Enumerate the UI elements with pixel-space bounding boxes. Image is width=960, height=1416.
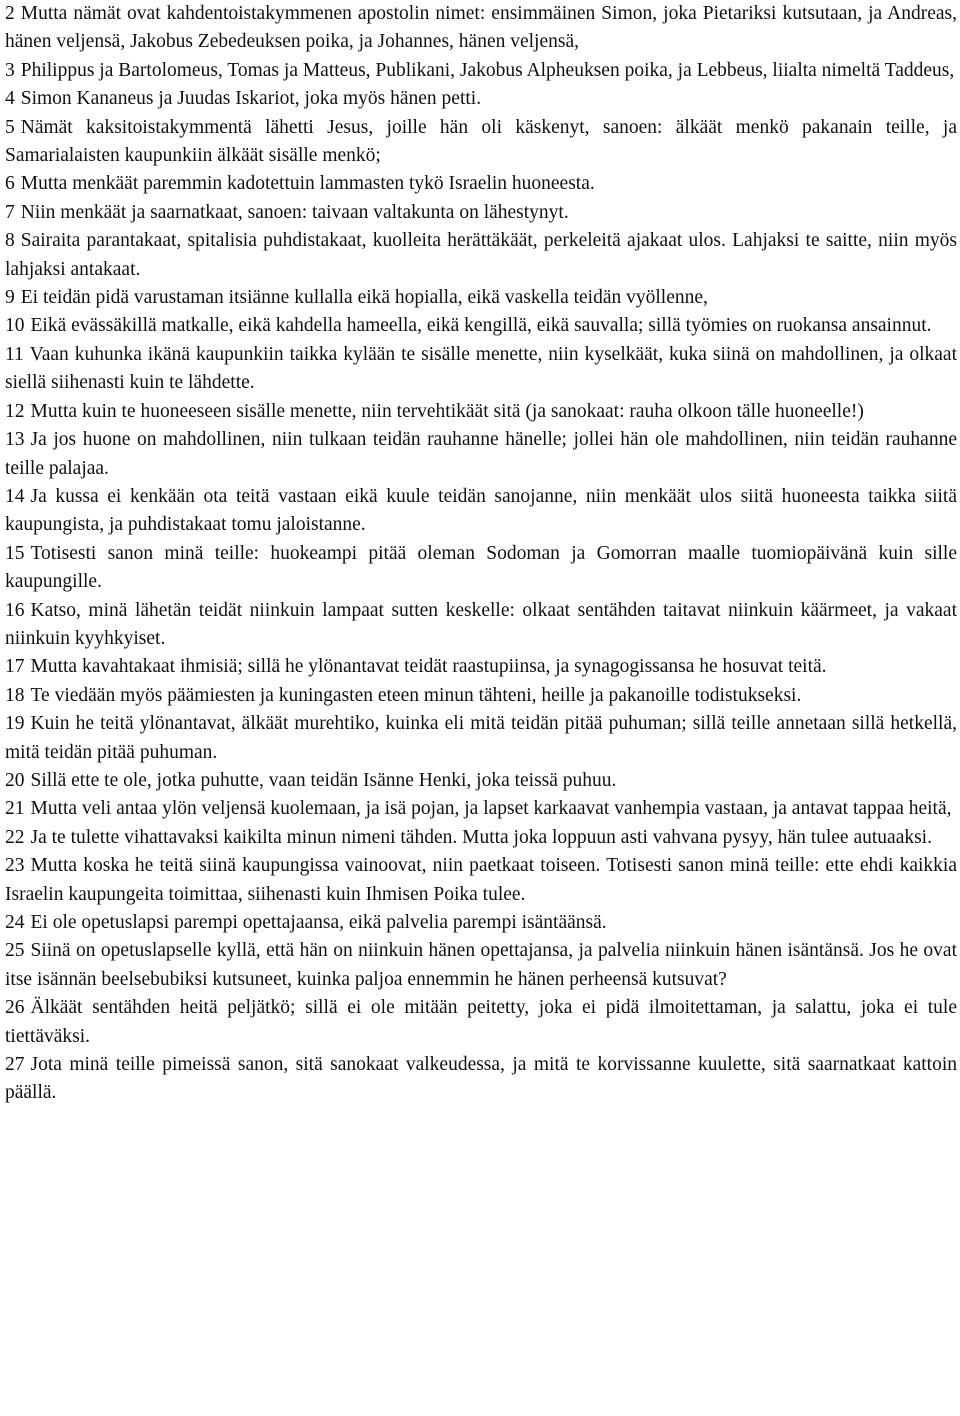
verse-20 bbox=[5, 767, 957, 795]
verse-23 bbox=[5, 852, 957, 909]
verse-7 bbox=[5, 199, 957, 227]
verse-text: Ja te tulette vihattavaksi kaikilta minun nimeni tähden. Mutta joka loppuun asti vahvana pysyy, hän tulee autuaaksi. bbox=[30, 826, 932, 848]
verse-22 bbox=[5, 824, 957, 852]
verse-number: 21 bbox=[5, 798, 25, 820]
verse-6 bbox=[5, 170, 957, 198]
verse-text: Mutta nämät ovat kahdentoistakymmenen apostolin nimet: ensimmäinen Simon, joka Pietariksi kutsutaan, ja Andreas, hänen veljensä, Jakobus Zebedeuksen poika, ja Johannes, hänen veljensä, bbox=[5, 3, 957, 53]
verse-9 bbox=[5, 284, 957, 312]
verse-text: Jota minä teille pimeissä sanon, sitä sanokaat valkeudessa, ja mitä te korvissanne kuulette, sitä saarnatkaat kattoin päällä. bbox=[5, 1054, 957, 1104]
verse-3 bbox=[5, 57, 957, 85]
verse-text: Te viedään myös päämiesten ja kuningasten eteen minun tähteni, heille ja pakanoille todistukseksi. bbox=[30, 684, 802, 706]
verse-number: 27 bbox=[5, 1054, 25, 1076]
verse-number: 26 bbox=[5, 997, 25, 1019]
verse-text: Siinä on opetuslapselle kyllä, että hän on niinkuin hänen opettajansa, ja palvelia niinkuin hänen isäntänsä. Jos he ovat itse isännän beelsebubiksi kutsuneet, kuinka paljoa ennemmin he hänen perheensä kutsuvat? bbox=[5, 940, 957, 990]
verse-text: Nämät kaksitoistakymmentä lähetti Jesus, joille hän oli käskenyt, sanoen: älkäät menkö pakanain teille, ja Samarialaisten kaupunkiin älkäät sisälle menkö; bbox=[5, 116, 957, 167]
verse-5 bbox=[5, 114, 957, 171]
verse-number: 20 bbox=[5, 769, 25, 791]
verse-14 bbox=[5, 483, 957, 540]
verse-number: 10 bbox=[5, 315, 25, 337]
verse-number: 19 bbox=[5, 713, 25, 735]
verse-number: 24 bbox=[5, 912, 25, 933]
verse-text: Kuin he teitä ylönantavat, älkäät murehtiko, kuinka eli mitä teidän pitää puhuman; sillä teille annetaan sillä hetkellä, mitä teidän pitää puhuman. bbox=[5, 713, 957, 763]
verse-number: 16 bbox=[5, 599, 25, 621]
verse-18 bbox=[5, 682, 957, 710]
verse-text: Philippus ja Bartolomeus, Tomas ja Matteus, Publikani, Jakobus Alpheuksen poika, ja Lebbeus, liialta nimeltä Taddeus, bbox=[20, 59, 955, 81]
verse-text: Katso, minä lähetän teidät niinkuin lampaat sutten keskelle: olkaat sentähden taitavat niinkuin käärmeet, ja vakaat niinkuin kyyhkyiset. bbox=[5, 599, 957, 649]
verse-number: 17 bbox=[5, 656, 25, 678]
verse-text: Mutta menkäät paremmin kadotettuin lammasten tykö Israelin huoneesta. bbox=[20, 173, 595, 195]
verse-number: 11 bbox=[5, 343, 24, 365]
verse-text: Vaan kuhunka ikänä kaupunkiin taikka kylään te sisälle menette, niin kyselkäät, kuka siinä on mahdollinen, ja olkaat siellä siihenasti kuin te lähdette. bbox=[5, 343, 957, 394]
verse-text: Sairaita parantakaat, spitalisia puhdistakaat, kuolleita herättäkäät, perkeleitä ajakaat ulos. Lahjaksi te saitte, niin myös lahjaksi antakaat. bbox=[5, 230, 957, 280]
verse-26 bbox=[5, 994, 957, 1051]
verse-number: 5 bbox=[5, 116, 15, 138]
verse-text: Mutta koska he teitä siinä kaupungissa vainoovat, niin paetkaat toiseen. Totisesti sanon minä teille: ette ehdi kaikkia Israelin kaupungeita toimittaa, siihenasti kuin Ihmisen Poika tulee. bbox=[5, 855, 957, 905]
verse-24 bbox=[5, 909, 957, 937]
verse-text: Ja jos huone on mahdollinen, niin tulkaan teidän rauhanne hänelle; jollei hän ole mahdollinen, niin teidän rauhanne teille palajaa. bbox=[5, 429, 957, 479]
verse-number: 25 bbox=[5, 940, 25, 962]
verse-number: 15 bbox=[5, 542, 25, 564]
verse-27 bbox=[5, 1051, 957, 1108]
verse-text: Älkäät sentähden heitä peljätkö; sillä ei ole mitään peitetty, joka ei pidä ilmoitettaman, ja salattu, joka ei tule tiettäväksi. bbox=[5, 997, 957, 1047]
verse-21 bbox=[5, 795, 957, 823]
verse-text: Mutta kuin te huoneeseen sisälle menette, niin tervehtikäät sitä (ja sanokaat: rauha olkoon tälle huoneelle!) bbox=[30, 400, 864, 422]
verse-text: Totisesti sanon minä teille: huokeampi pitää oleman Sodoman ja Gomorran maalle tuomiopäivänä kuin sille kaupungille. bbox=[5, 542, 957, 593]
verse-number: 8 bbox=[5, 230, 15, 252]
verse-8 bbox=[5, 227, 957, 284]
verse-number: 13 bbox=[5, 429, 25, 451]
verse-number: 2 bbox=[5, 3, 15, 24]
verse-number: 22 bbox=[5, 826, 25, 848]
verse-number: 4 bbox=[5, 88, 15, 110]
verse-text: Ei teidän pidä varustaman itsiänne kullalla eikä hopialla, eikä vaskella teidän vyöllenne, bbox=[20, 287, 708, 309]
verse-number: 9 bbox=[5, 287, 15, 309]
verse-number: 14 bbox=[5, 485, 25, 507]
verse-number: 3 bbox=[5, 59, 15, 81]
verse-25 bbox=[5, 937, 957, 994]
verse-10 bbox=[5, 312, 957, 340]
verse-number: 12 bbox=[5, 400, 25, 422]
verse-2 bbox=[5, 0, 957, 57]
verse-number: 23 bbox=[5, 855, 25, 877]
verse-11 bbox=[5, 341, 957, 398]
verse-text: Mutta veli antaa ylön veljensä kuolemaan, ja isä pojan, ja lapset karkaavat vanhempia vastaan, ja antavat tappaa heitä, bbox=[30, 798, 952, 820]
verse-number: 6 bbox=[5, 173, 15, 195]
verse-16 bbox=[5, 597, 957, 654]
verse-13 bbox=[5, 426, 957, 483]
verse-number: 7 bbox=[5, 201, 15, 223]
verse-text: Simon Kananeus ja Juudas Iskariot, joka myös hänen petti. bbox=[20, 88, 482, 110]
verse-15 bbox=[5, 540, 957, 597]
verse-number: 18 bbox=[5, 684, 25, 706]
verse-19 bbox=[5, 710, 957, 767]
verse-text: Ei ole opetuslapsi parempi opettajaansa, eikä palvelia parempi isäntäänsä. bbox=[30, 912, 607, 933]
verse-12 bbox=[5, 398, 957, 426]
verse-text: Mutta kavahtakaat ihmisiä; sillä he ylönantavat teidät raastupiinsa, ja synagogissansa he hosuvat teitä. bbox=[30, 656, 827, 678]
verse-text: Niin menkäät ja saarnatkaat, sanoen: taivaan valtakunta on lähestynyt. bbox=[20, 201, 569, 223]
verse-4 bbox=[5, 85, 957, 113]
verse-text: Ja kussa ei kenkään ota teitä vastaan eikä kuule teidän sanojanne, niin menkäät ulos siitä huoneesta taikka siitä kaupungista, ja puhdistakaat tomu jaloistanne. bbox=[5, 485, 957, 536]
verse-17 bbox=[5, 653, 957, 681]
verse-text: Eikä evässäkillä matkalle, eikä kahdella hameella, eikä kengillä, eikä sauvalla; sillä työmies on ruokansa ansainnut. bbox=[30, 315, 932, 337]
verse-text: Sillä ette te ole, jotka puhutte, vaan teidän Isänne Henki, joka teissä puhuu. bbox=[30, 769, 617, 791]
